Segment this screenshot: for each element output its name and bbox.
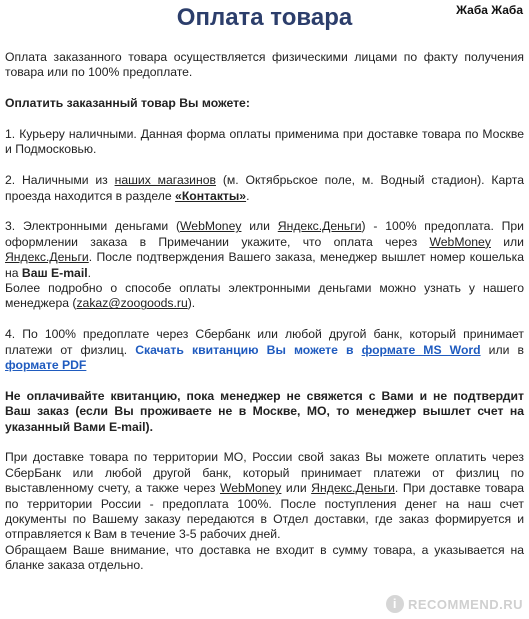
contacts-link[interactable]: «Контакты» — [175, 188, 247, 203]
payment-method-cash-store: 2. Наличными из наших магазинов (м. Октябрьское поле, м. Водный стадион). Карта проезда находится в разделе «Контакты». — [5, 173, 524, 203]
yandex-money-link-2[interactable]: Яндекс.Деньги — [5, 250, 89, 265]
emoney-more-info: Более подробно о способе оплаты электронными деньгами можно узнать у нашего менеджера (zakaz@zoogoods.ru). — [5, 281, 524, 311]
shops-link[interactable]: наших магазинов — [114, 173, 216, 188]
manager-email-link[interactable]: zakaz@zoogoods.ru — [76, 296, 188, 311]
delivery-webmoney-link[interactable]: WebMoney — [219, 481, 282, 496]
recommend-logo-icon: i — [386, 595, 404, 613]
payment-method-emoney: 3. Электронными деньгами (WebMoney или Яндекс.Деньги) - 100% предоплата. При оформлении заказа в Примечании укажите, что оплата через WebMoney или Яндекс.Деньги. После подтверждения Вашего заказа, менеджер вышлет номер кошелька на Ваш E-mail. — [5, 219, 524, 280]
warning-paragraph: Не оплачивайте квитанцию, пока менеджер не свяжется с Вами и не подтвердит Ваш заказ (если Вы проживаете не в Москве, МО, то менеджер вышлет счет на указанный Вами E-mail). — [5, 388, 524, 434]
webmoney-link[interactable]: WebMoney — [180, 219, 242, 234]
delivery-note: Обращаем Ваше внимание, что доставка не входит в сумму товара, а указывается на бланке заказа отдельно. — [5, 542, 524, 573]
recommend-watermark: i RECOMMEND.RU — [386, 595, 523, 613]
delivery-paragraph: При доставке товара по территории МО, России свой заказ Вы можете оплатить через СберБанк или любой другой банк, который принимает платежи от физлиц по выставленному счету, а также через WebMoney или Яндекс.Деньги. При доставке товара по территории России - предоплата 100%. После поступления денег на наш счет документы по Вашему заказу передаются в Отдел доставки, где заказ формируется и отправляется к Вам в течение 3-5 рабочих дней. — [5, 450, 525, 542]
yandex-money-link[interactable]: Яндекс.Деньги — [277, 219, 362, 234]
brand-logo-text: Жаба Жаба — [456, 3, 523, 17]
ms-word-link[interactable]: формате MS Word — [361, 342, 481, 357]
webmoney-link-2[interactable]: WebMoney — [429, 234, 491, 249]
page-title: Оплата товара — [176, 4, 353, 31]
payment-method-courier: 1. Курьеру наличными. Данная форма оплаты применима при доставке товара по Москве и Подмосковью. — [5, 127, 524, 157]
download-receipt-text: Скачать квитанцию Вы можете в — [135, 342, 354, 357]
pdf-link[interactable]: формате PDF — [5, 358, 87, 373]
email-bold: Ваш E-mail — [21, 265, 88, 280]
payment-methods-heading: Оплатить заказанный товар Вы можете: — [5, 96, 250, 111]
payment-content — [5, 50, 524, 574]
intro-paragraph: Оплата заказанного товара осуществляется физическими лицами по факту получения товара или по 100% предоплате. — [5, 50, 524, 80]
delivery-yandex-link[interactable]: Яндекс.Деньги — [311, 481, 395, 496]
payment-method-bank: 4. По 100% предоплате через Сбербанк или любой другой банк, который принимает платежи от физлиц. Скачать квитанцию Вы можете в формате MS Word или в формате PDF — [5, 327, 524, 373]
